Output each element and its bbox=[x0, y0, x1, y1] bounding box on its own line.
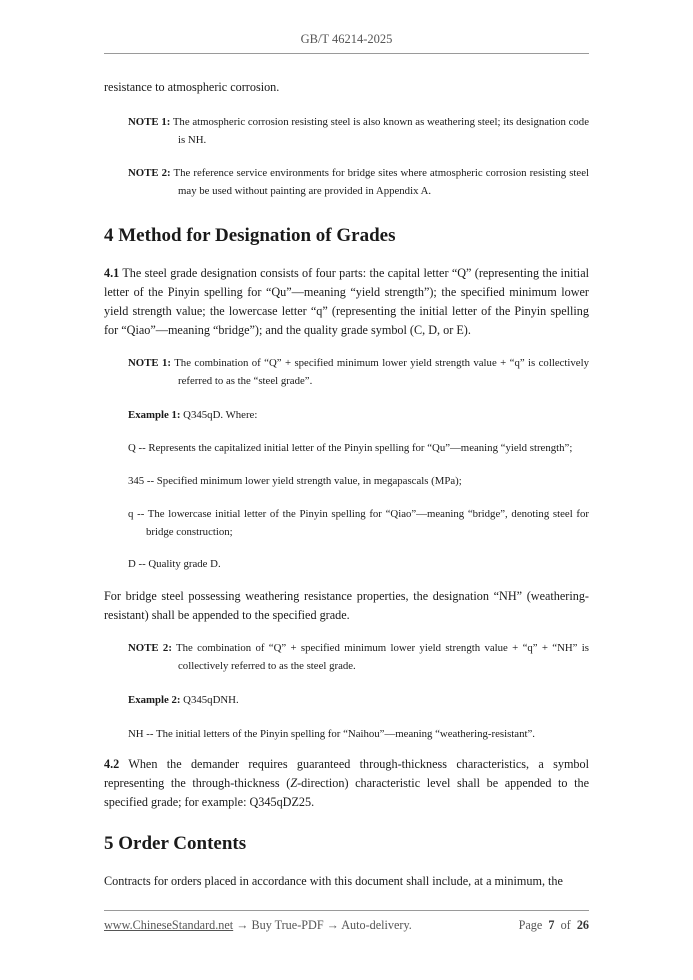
clause-number: 4.2 bbox=[104, 757, 120, 771]
footer-left bbox=[104, 918, 412, 933]
example-tag: Example 2: bbox=[128, 694, 181, 706]
contracts-paragraph: Contracts for orders placed in accordance with this document shall include, at a minimum, the bbox=[104, 874, 563, 888]
section-5-heading: 5 Order Contents bbox=[104, 833, 247, 854]
example-text: Q345qD. Where: bbox=[180, 409, 258, 421]
page-content bbox=[104, 78, 589, 891]
site-link[interactable]: www.ChineseStandard.net bbox=[104, 918, 234, 932]
page-header: GB/T 46214-2025 bbox=[300, 32, 393, 46]
example-1 bbox=[128, 406, 589, 424]
page-indicator bbox=[519, 918, 589, 933]
clause-text-cont: -direction) characteristic level shall be appended to the specified grade; for example: Q345qDZ25. bbox=[104, 776, 589, 809]
definition-q: q -- The lowercase initial letter of the Pinyin spelling for “Qiao”—meaning “bridge”, denoting steel for bridge construction; bbox=[128, 508, 589, 538]
note-tag: NOTE 2: bbox=[128, 642, 172, 654]
header-divider bbox=[104, 53, 589, 54]
definition-NH: NH -- The initial letters of the Pinyin spelling for “Naihou”—meaning “weathering-resistant”. bbox=[128, 728, 535, 740]
page-label: Page bbox=[518, 918, 543, 932]
note-text: The atmospheric corrosion resisting steel is also known as weathering steel; its designation code is NH. bbox=[170, 116, 589, 146]
note-2 bbox=[128, 164, 589, 200]
note-tag: NOTE 2: bbox=[128, 167, 171, 179]
page-total: 26 bbox=[576, 918, 589, 932]
example-2 bbox=[128, 691, 589, 709]
clause-text: When the demander requires guaranteed through-thickness characteristics, a symbol representing the through-thickness ( bbox=[104, 757, 589, 790]
note-1 bbox=[128, 113, 589, 149]
z-direction-italic: Z bbox=[290, 776, 298, 790]
example-tag: Example 1: bbox=[128, 409, 181, 421]
definition-Q: Q -- Represents the capitalized initial letter of the Pinyin spelling for “Qu”—meaning “yield strength”; bbox=[128, 442, 573, 454]
note-4-1 bbox=[128, 354, 589, 390]
weathering-paragraph: For bridge steel possessing weathering resistance properties, the designation “NH” (weathering-resistant) shall be appended to the specified grade. bbox=[104, 589, 589, 622]
clause-text: The steel grade designation consists of four parts: the capital letter “Q” (representing the initial letter of the Pinyin spelling for “Qu”—meaning “yield strength”); the specified minimum lower yield strength value; the lowercase letter “q” (representing the initial letter of the Pinyin spelling for “Qiao”—meaning “bridge”); and the quality grade symbol (C, D, or E). bbox=[104, 266, 589, 337]
of-label: of bbox=[560, 918, 571, 932]
clause-4-1 bbox=[104, 264, 589, 340]
intro-paragraph: resistance to atmospheric corrosion. bbox=[104, 80, 280, 94]
footer-tagline: → Buy True-PDF → Auto-delivery. bbox=[233, 918, 412, 932]
page-number: 7 bbox=[548, 918, 555, 932]
note-text: The combination of “Q” + specified minimum lower yield strength value + “q” + “NH” is collectively referred to as the steel grade. bbox=[171, 642, 589, 672]
note-tag: NOTE 1: bbox=[128, 357, 171, 369]
clause-4-2 bbox=[104, 755, 589, 812]
clause-number: 4.1 bbox=[104, 266, 120, 280]
footer-divider bbox=[104, 910, 589, 911]
section-4-heading: 4 Method for Designation of Grades bbox=[104, 225, 396, 246]
note-text: The combination of “Q” + specified minimum lower yield strength value + “q” is collectively referred to as the “steel grade”. bbox=[171, 357, 589, 387]
note-tag: NOTE 1: bbox=[128, 116, 171, 128]
note-4-2 bbox=[128, 639, 589, 675]
definition-D: D -- Quality grade D. bbox=[128, 558, 221, 570]
example-text: Q345qDNH. bbox=[180, 694, 239, 706]
definition-345: 345 -- Specified minimum lower yield strength value, in megapascals (MPa); bbox=[128, 475, 462, 487]
note-text: The reference service environments for bridge sites where atmospheric corrosion resisting steel may be used without painting are provided in Appendix A. bbox=[170, 167, 589, 197]
